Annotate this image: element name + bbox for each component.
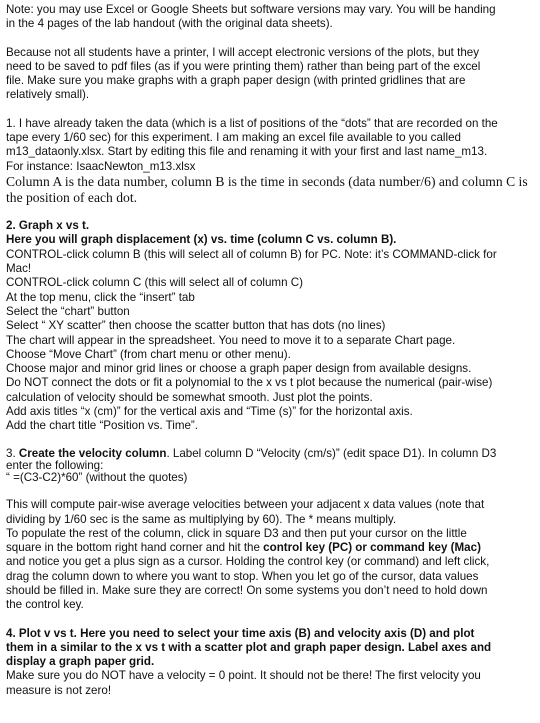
text-line: Choose major and minor grid lines or choose a graph paper design from available designs. (6, 362, 472, 376)
step2-subtitle: Here you will graph displacement (x) vs. time (column C vs. column B). (6, 233, 397, 247)
text-line: To populate the rest of the column, click in square D3 and then put your cursor on the little (6, 526, 467, 540)
text-line: in the 4 pages of the lab handout (with the original data sheets). (6, 17, 333, 31)
text-line: Because not all students have a printer, I will accept electronic versions of the plots, but they (6, 45, 480, 59)
step3-heading: Create the velocity column (18, 446, 167, 460)
printer-paragraph (6, 46, 534, 103)
serif-text-line: the position of each dot. (6, 189, 137, 205)
text-line: m13_dataonly.xlsx. Start by editing this file and renaming it with your first and last name_m13. (6, 145, 488, 159)
step3-intro-text: . Label column D “Velocity (cm/s)” (edit space D1). In column D3 (166, 446, 497, 460)
text-line: CONTROL-click column C (this will select all of column C) (6, 276, 303, 290)
text-line: file. Make sure you make graphs with a graph paper design (with printed gridlines that are (6, 74, 466, 88)
text-line: Select the “chart” button (6, 304, 130, 318)
step4-heading-line: display a graph paper grid. (6, 655, 155, 669)
step4-heading-line: 4. Plot v vs t. Here you need to select your time axis (B) and velocity axis (D) and plot (6, 626, 475, 640)
text-line: CONTROL-click column B (this will select all of column B) for PC. Note: it’s COMMAND-click for (6, 247, 497, 261)
step3-number: 3. (6, 446, 19, 460)
text-line: and notice you get a plus sign as a cursor. Holding the control key (or command) and left click, (6, 555, 490, 569)
step4-heading-line: them in a similar to the x vs t with a scatter plot and graph paper design. Label axes and (6, 640, 492, 654)
text-line: relatively small). (6, 88, 90, 102)
populate-line (6, 541, 534, 555)
step3-paragraph (6, 448, 534, 485)
text-line: Note: you may use Excel or Google Sheets but software versions may vary. You will be handing (6, 3, 496, 16)
text-line: need to be saved to pdf files (as if you were printing them) rather than being part of the excel (6, 59, 481, 73)
text-line: the control key. (6, 598, 84, 612)
document-page (6, 3, 534, 698)
note-paragraph (6, 3, 534, 32)
serif-text-line: Column A is the data number, column B is the time in seconds (data number/6) and column C is (6, 173, 528, 189)
text-line: 1. I have already taken the data (which is a list of positions of the “dots” that are recorded on the (6, 116, 498, 130)
text-line: tape every 1/60 sec) for this experiment. I am making an excel file available to you called (6, 131, 461, 145)
text-line: enter the following: (6, 458, 104, 472)
populate-text: square in the bottom right hand corner and hit the (6, 541, 264, 555)
text-line: calculation of velocity should be somewhat smooth. Just plot the points. (6, 390, 373, 404)
step3-intro (6, 448, 534, 460)
text-line: drag the column down to where you want to stop. When you let go of the cursor, data values (6, 569, 479, 583)
text-line: Do NOT connect the dots or fit a polynomial to the x vs t plot because the numerical (pair-wise) (6, 376, 493, 390)
text-line: The chart will appear in the spreadsheet. You need to move it to a separate Chart page. (6, 333, 456, 347)
text-line: measure is not zero! (6, 683, 112, 697)
text-line: This will compute pair-wise average velocities between your adjacent x data values (note that (6, 498, 485, 512)
step2-paragraph (6, 219, 534, 433)
text-line: Add axis titles “x (cm)” for the vertical axis and “Time (s)” for the horizontal axis. (6, 405, 413, 419)
text-line: dividing by 1/60 sec is the same as multiplying by 60). The * means multiply. (6, 512, 397, 526)
text-line: At the top menu, click the “insert” tab (6, 290, 195, 304)
text-line: Select “ XY scatter” then choose the scatter button that has dots (no lines) (6, 319, 386, 333)
control-key-text: control key (PC) or command key (Mac) (263, 541, 481, 555)
step2-title: 2. Graph x vs t. (6, 219, 90, 233)
step4-paragraph (6, 627, 534, 698)
text-line: Choose “Move Chart” (from chart menu or other menu). (6, 347, 291, 361)
text-line: Add the chart title “Position vs. Time”. (6, 419, 199, 433)
step3-details-paragraph (6, 498, 534, 612)
text-line: Mac! (6, 262, 32, 276)
text-line: Make sure you do NOT have a velocity = 0 point. It should not be there! The first velocity you (6, 669, 481, 683)
step1-paragraph (6, 117, 534, 205)
formula-line: “ =(C3-C2)*60” (without the quotes) (6, 471, 188, 485)
text-line: For instance: IsaacNewton_m13.xlsx (6, 159, 196, 173)
text-line: should be filled in. Make sure they are correct! On some systems you don’t need to hold down (6, 584, 488, 597)
